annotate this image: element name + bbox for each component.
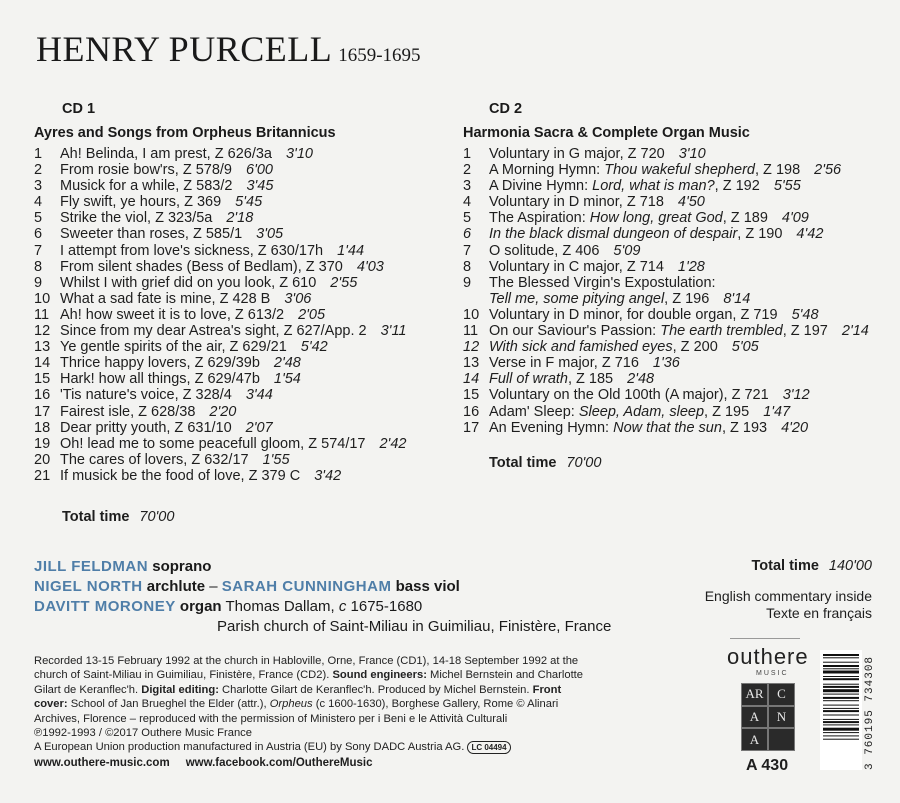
track-row [34,307,407,323]
venue: Parish church of Saint-Miliau in Guimiliau, Finistère, France [217,618,612,635]
track-title: If musick be the food of love, Z 379 C [60,467,301,484]
language-line-1: English commentary inside [704,588,872,604]
track-row [463,307,869,323]
track-row [463,275,869,291]
track-number: 1 [34,146,43,162]
track-duration: 5'45 [235,194,263,211]
track-duration: 5'55 [773,178,801,195]
barcode-bar [823,686,859,688]
facebook-link[interactable]: www.facebook.com/OuthereMusic [185,757,373,769]
track-duration: 1'47 [763,403,791,420]
track-row [34,226,407,242]
track-duration: 3'10 [285,146,313,162]
track-duration: 3'06 [284,290,312,307]
track-number: 11 [34,306,50,323]
track-title: Fly swift, ye hours, Z 369 [60,194,222,211]
track-row [463,194,869,210]
title-segment: Adam' Sleep: [489,403,579,420]
track-title [489,146,665,162]
track-number: 2 [34,162,43,179]
track-duration: 6'00 [246,162,273,179]
track-title: From silent shades (Bess of Bedlam), Z 370 [60,258,343,275]
credits-line: ℗1992-1993 / ©2017 Outhere Music France [34,727,252,740]
grand-total-label: Total time [751,558,819,574]
performer-name: JILL FELDMAN [34,558,149,575]
title-segment: Voluntary in D minor, Z 718 [489,194,664,211]
track-title: The cares of lovers, Z 632/17 [60,451,249,468]
track-title [489,259,664,275]
track-title [489,387,769,403]
cd1-track-list [34,146,407,484]
outhere-logo: outhere [727,644,809,669]
title-segment: On our Saviour's Passion: [489,323,661,340]
track-row [34,146,407,162]
track-title: Musick for a while, Z 583/2 [60,178,233,195]
track-row [34,468,407,484]
catalog-number: A 430 [746,757,789,774]
web-links [34,757,389,769]
barcode-icon [820,650,862,770]
track-title [489,404,749,420]
track-title: Fairest isle, Z 628/38 [60,403,196,420]
track-row [463,146,869,162]
track-row [34,387,407,403]
track-duration: 1'55 [262,451,290,468]
arcana-letter: A [741,728,768,751]
track-duration: 2'48 [273,355,301,372]
barcode-bar [823,705,859,706]
track-title: 'Tis nature's voice, Z 328/4 [60,387,232,404]
barcode-bar [823,697,859,699]
barcode-bar [823,689,859,692]
track-duration: 1'36 [652,355,680,372]
track-duration: 2'20 [209,403,237,420]
track-row [463,178,869,194]
track-number: 13 [34,339,51,356]
track-row [463,243,869,259]
track-title [489,371,613,387]
track-row [34,210,407,226]
track-number: 10 [34,290,51,307]
arcana-letter: AR [741,683,768,706]
track-duration: 3'45 [246,178,274,195]
track-number: 3 [463,178,472,195]
track-number: 16 [34,387,51,404]
barcode-bar [823,654,859,656]
organ-builder: Thomas Dallam, [225,598,339,615]
title-segment: Tell me, some pitying angel [489,290,665,307]
grand-total-value: 140'00 [828,558,872,574]
barcode-bar [823,665,859,667]
track-number: 12 [34,323,51,340]
title-segment: Sleep, Adam, sleep [578,403,705,420]
track-row [34,371,407,387]
barcode-bar [823,668,859,669]
track-duration: 2'05 [298,306,326,323]
barcode-bar [823,719,859,720]
track-title [489,275,716,291]
title-segment: , Z 195 [704,403,750,420]
track-duration: 2'56 [814,162,842,179]
barcode-bar [823,678,859,680]
track-number: 3 [34,178,43,195]
track-duration: 2'07 [245,419,273,436]
track-number: 17 [34,403,51,420]
title-segment: Lord, what is man? [592,178,715,195]
performer-role: soprano [152,558,212,575]
track-row [34,436,407,452]
barcode-bar [823,657,859,658]
track-duration: 5'48 [791,306,819,323]
track-title [489,210,768,226]
title-segment: , Z 198 [755,162,801,179]
track-row [463,323,869,339]
track-row [34,452,407,468]
title-segment: Now that the sun [613,419,722,436]
performer-role: archlute [146,578,206,595]
track-duration: 4'42 [796,226,824,243]
track-number: 14 [34,355,51,372]
performer-role: bass viol [395,578,460,595]
album-title [36,28,421,70]
cd1-total-value: 70'00 [139,509,175,525]
barcode-bar [823,739,859,740]
track-title: Ah! how sweet it is to love, Z 613/2 [60,306,285,323]
track-row [463,339,869,355]
track-duration: 3'10 [678,146,706,162]
separator: – [209,578,218,595]
track-duration: 3'42 [314,467,342,484]
track-title: Thrice happy lovers, Z 629/39b [60,355,260,372]
cd2-track-list [463,146,869,436]
title-segment: , Z 190 [737,226,783,243]
track-title: From rosie bow'rs, Z 578/9 [60,162,232,179]
barcode-number: 3 760195 734308 [864,655,876,770]
title-segment: The Blessed Virgin's Expostulation: [489,274,716,291]
credits-line: Recorded 13-15 February 1992 at the church in Habloville, Orne, France (CD1), 14-18 September 1992 at the [34,655,579,667]
cd2-total-value: 70'00 [566,455,602,471]
barcode-bar [823,684,859,685]
barcode-bar [823,715,859,716]
track-row [463,291,869,307]
performer-name: NIGEL NORTH [34,578,143,595]
barcode-bar [823,732,859,733]
track-row [463,404,869,420]
arcana-letter [768,728,795,751]
track-row [34,275,407,291]
track-duration: 5'05 [731,339,759,356]
track-number: 8 [34,258,43,275]
track-row [34,404,407,420]
title-segment: Verse in F major, Z 716 [489,355,639,372]
track-duration: 4'50 [677,194,705,211]
track-duration: 4'03 [356,258,384,275]
track-duration: 2'55 [330,274,358,291]
title-segment: O solitude, Z 406 [489,242,600,259]
track-number: 5 [463,210,472,227]
title-segment: Voluntary in C major, Z 714 [489,258,664,275]
title-segment: , Z 197 [782,323,828,340]
credits-line: cover: School of Jan Brueghel the Elder (attr.), Orpheus (c 1600-1630), Borghese Gallery, Rome © Alinari [34,698,559,711]
track-title [489,291,709,307]
outhere-logo-sub: MUSIC [756,670,789,677]
barcode-bar [823,724,859,725]
track-row [34,355,407,371]
track-number: 2 [463,162,472,179]
track-duration: 4'20 [781,419,809,436]
cd1-program-title: Ayres and Songs from Orpheus Britannicus [34,125,336,141]
title-segment: Full of wrath [489,371,568,388]
track-duration: 2'14 [841,323,869,340]
track-title: What a sad fate is mine, Z 428 B [60,290,271,307]
barcode-bar [823,700,859,701]
track-duration: 1'54 [273,371,301,388]
track-title: Strike the viol, Z 323/5a [60,210,213,227]
track-number: 19 [34,435,51,452]
title-segment: The earth trembled [660,323,783,340]
track-title [489,194,664,210]
track-row [34,178,407,194]
title-segment: Voluntary in G major, Z 720 [489,146,665,162]
title-segment: A Divine Hymn: [489,178,593,195]
track-number: 12 [463,339,480,356]
track-number: 9 [463,274,472,291]
track-row [34,323,407,339]
performers [34,557,611,637]
title-segment: With sick and famished eyes [489,339,673,356]
organ-year: 1675-1680 [346,598,423,615]
track-row [463,210,869,226]
track-title: Ah! Belinda, I am prest, Z 626/3a [60,146,272,162]
track-number: 4 [34,194,43,211]
title-segment: In the black dismal dungeon of despair [489,226,738,243]
title-segment: Thou wakeful shepherd [604,162,755,179]
language-info [705,588,872,622]
arcana-letter: A [741,706,768,729]
track-row [463,420,869,436]
title-segment: , Z 200 [672,339,718,356]
track-row [463,371,869,387]
track-number: 18 [34,419,51,436]
track-duration: 2'18 [226,210,254,227]
track-number: 15 [463,387,480,404]
title-segment: The Aspiration: [489,210,590,227]
barcode-bar [823,728,859,731]
track-title [489,355,639,371]
label-code-badge: LC 04494 [467,741,510,754]
track-number: 6 [463,226,472,243]
track-duration: 5'09 [613,242,641,259]
organ-info [225,598,422,615]
title-segment: Voluntary on the Old 100th (A major), Z 721 [489,387,769,404]
cd2-program-title: Harmonia Sacra & Complete Organ Music [463,125,750,141]
arcana-letter: C [768,683,795,706]
cd1-total-label: Total time [62,509,130,525]
track-row [463,226,869,242]
title-segment: , Z 193 [721,419,768,436]
barcode-bar [823,662,859,663]
track-row [34,259,407,275]
barcode-bar [823,735,859,736]
cd2-heading: CD 2 [489,101,523,117]
barcode-bar [823,710,859,712]
track-title [489,339,718,355]
track-title [489,323,828,339]
title-segment: , Z 185 [567,371,614,388]
track-number: 9 [34,274,43,291]
track-number: 16 [463,403,480,420]
track-duration: 1'28 [677,258,705,275]
track-number: 7 [463,242,472,259]
title-segment: How long, great God [589,210,723,227]
performer-name: DAVITT MORONEY [34,598,176,615]
barcode-bar [823,708,859,709]
track-row [34,243,407,259]
track-number: 10 [463,306,480,323]
credits-line: church of Saint-Miliau in Guimiliau, Finistère, France (CD2). Sound engineers: Michel Bernstein and Charlotte [34,669,584,682]
cd2-total-label: Total time [489,455,557,471]
track-number: 11 [463,323,479,340]
track-number: 7 [34,242,43,259]
track-title [489,162,800,178]
track-number: 5 [34,210,43,227]
track-title [489,178,760,194]
track-row [463,162,869,178]
track-number: 21 [34,467,51,484]
performer-name: SARAH CUNNINGHAM [221,578,392,595]
track-duration: 3'12 [782,387,810,404]
track-row [34,420,407,436]
track-title: Hark! how all things, Z 629/47b [60,371,260,388]
credits-line: A European Union production manufactured in Austria (EU) by Sony DADC Austria AG. LC 04494 [34,740,583,754]
track-number: 4 [463,194,472,211]
cd2-total-time [489,455,601,471]
credits-line: Gilart de Keranflec'h. Digital editing: Charlotte Gilart de Keranflec'h. Produced by Michel Bernstein. Front [34,683,562,696]
title-segment: A Morning Hymn: [489,162,605,179]
title-segment: Voluntary in D minor, for double organ, Z 719 [489,306,778,323]
track-duration: 3'11 [380,323,407,340]
barcode-bar [823,721,859,723]
performer-line-2 [34,577,611,597]
credits [34,654,583,755]
track-title: Dear pritty youth, Z 631/10 [60,419,232,436]
grand-total-time [752,558,873,574]
performer-line-1 [34,557,611,577]
track-duration: 1'44 [337,242,365,259]
track-number: 13 [463,355,480,372]
performer-role: organ [179,598,222,615]
composer-dates: 1659-1695 [338,45,421,66]
track-title: Since from my dear Astrea's sight, Z 627/App. 2 [60,323,367,340]
arcana-letter: N [768,706,795,729]
track-title [489,243,599,259]
cd1-heading: CD 1 [62,101,96,117]
track-number: 6 [34,226,43,243]
track-number: 1 [463,146,472,162]
barcode-bar [823,694,859,695]
arcana-logo [741,683,795,751]
language-line-2: Texte en français [766,605,872,621]
composer-name: HENRY PURCELL [36,29,333,69]
track-title: I attempt from love's sickness, Z 630/17h [60,242,324,259]
track-duration: 8'14 [723,290,751,307]
circa: c [338,598,347,615]
track-row [463,259,869,275]
track-duration: 4'09 [781,210,809,227]
track-row [34,194,407,210]
track-title [489,307,778,323]
track-row [34,291,407,307]
track-duration: 2'42 [379,435,407,452]
title-segment: , Z 189 [722,210,768,227]
title-segment: , Z 196 [664,290,710,307]
track-title: Oh! lead me to some peacefull gloom, Z 574/17 [60,435,366,452]
track-title: Ye gentle spirits of the air, Z 629/21 [60,339,287,356]
track-duration: 3'05 [256,226,284,243]
title-segment: , Z 192 [714,178,760,195]
track-number: 17 [463,419,480,436]
track-duration: 3'44 [245,387,273,404]
track-row [463,355,869,371]
track-row [34,339,407,355]
track-number: 15 [34,371,51,388]
logo-divider [730,638,800,639]
track-row [463,387,869,403]
track-number: 8 [463,258,472,275]
website-link[interactable]: www.outhere-music.com [34,757,170,769]
track-title: Sweeter than roses, Z 585/1 [60,226,243,243]
title-segment: An Evening Hymn: [489,419,614,436]
track-title [489,226,782,242]
track-duration: 5'42 [300,339,328,356]
barcode-bar [823,671,859,674]
credits-line: Archives, Florence – reproduced with the permission of Ministero per i Beni e le Attività Culturali [34,712,508,725]
performer-line-3 [34,597,611,617]
cd1-total-time [62,509,174,525]
track-number: 14 [463,371,480,388]
track-row [34,162,407,178]
barcode-bar [823,676,859,677]
track-title [489,420,767,436]
track-title: Whilst I with grief did on you look, Z 610 [60,274,317,291]
track-duration: 2'48 [627,371,655,388]
track-number: 20 [34,451,51,468]
